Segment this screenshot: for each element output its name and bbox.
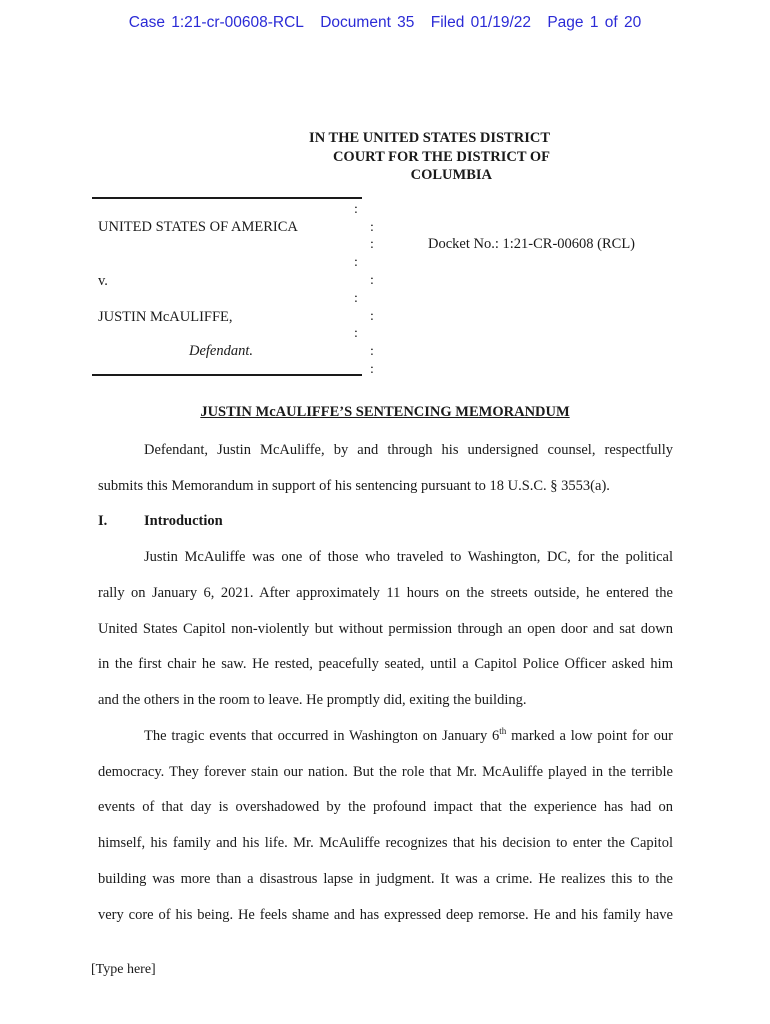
section-number: I. xyxy=(98,513,108,529)
caption-bottom-rule xyxy=(92,374,362,376)
caption-colon: : xyxy=(354,255,358,270)
paragraph-line: Justin McAuliffe was one of those who traveled to Washington, DC, for the political xyxy=(144,549,673,565)
document-number: Document 35 xyxy=(320,14,415,31)
paragraph-line: events of that day is overshadowed by the profound impact that the experience has had on xyxy=(98,799,673,815)
caption-colon: : xyxy=(370,309,374,324)
paragraph-line: very core of his being. He feels shame and has expressed deep remorse. He and his family have xyxy=(98,907,673,923)
caption-top-rule xyxy=(92,197,362,199)
versus-label: v. xyxy=(98,273,108,289)
intro-line: submits this Memorandum in support of his sentencing pursuant to 18 U.S.C. § 3553(a). xyxy=(98,478,610,494)
caption-colon: : xyxy=(370,237,374,252)
paragraph-line: United States Capitol non-violently but without permission through an open door and sat down xyxy=(98,621,673,637)
court-title-line-3: COLUMBIA xyxy=(410,167,492,183)
defendant-role: Defendant. xyxy=(189,343,254,359)
caption-colon: : xyxy=(370,362,374,377)
paragraph-line xyxy=(144,727,673,745)
caption-colon: : xyxy=(354,291,358,306)
paragraph-line: in the first chair he saw. He rested, peacefully seated, until a Capitol Police Officer asked him xyxy=(98,656,673,672)
plaintiff-name: UNITED STATES OF AMERICA xyxy=(98,219,298,235)
ecf-header xyxy=(0,14,770,32)
paragraph-line: rally on January 6, 2021. After approximately 11 hours on the streets outside, he entered the xyxy=(98,585,673,601)
paragraph-line: democracy. They forever stain our nation. But the role that Mr. McAuliffe played in the terrible xyxy=(98,764,673,780)
footer-placeholder: [Type here] xyxy=(91,962,156,977)
page-indicator: Page 1 of 20 xyxy=(547,14,642,31)
paragraph-text: marked a low point for our xyxy=(506,728,673,744)
court-title-line-1: IN THE UNITED STATES DISTRICT xyxy=(309,130,550,146)
caption-colon: : xyxy=(354,202,358,217)
memorandum-title: JUSTIN McAULIFFE’S SENTENCING MEMORANDUM xyxy=(200,404,570,420)
caption-colon: : xyxy=(354,326,358,341)
court-title-line-2: COURT FOR THE DISTRICT OF xyxy=(332,148,550,165)
case-number: Case 1:21-cr-00608-RCL xyxy=(128,14,304,31)
docket-number: Docket No.: 1:21-CR-00608 (RCL) xyxy=(428,236,636,252)
ordinal-superscript: th xyxy=(499,726,507,737)
paragraph-line: building was more than a disastrous lapse in judgment. It was a crime. He realizes this to the xyxy=(98,871,673,887)
paragraph-line: himself, his family and his life. Mr. McAuliffe recognizes that his decision to enter the Capitol xyxy=(98,835,673,851)
caption-colon: : xyxy=(370,220,374,235)
paragraph-text: The tragic events that occurred in Washington on January 6 xyxy=(144,728,500,744)
paragraph-line: and the others in the room to leave. He promptly did, exiting the building. xyxy=(98,692,527,708)
defendant-name: JUSTIN McAULIFFE, xyxy=(98,309,233,325)
caption-colon: : xyxy=(370,273,374,288)
section-title: Introduction xyxy=(144,513,223,529)
filed-date: Filed 01/19/22 xyxy=(430,14,531,31)
intro-line: Defendant, Justin McAuliffe, by and through his undersigned counsel, respectfully xyxy=(144,442,673,458)
caption-colon: : xyxy=(370,344,374,359)
court-title xyxy=(260,129,550,185)
